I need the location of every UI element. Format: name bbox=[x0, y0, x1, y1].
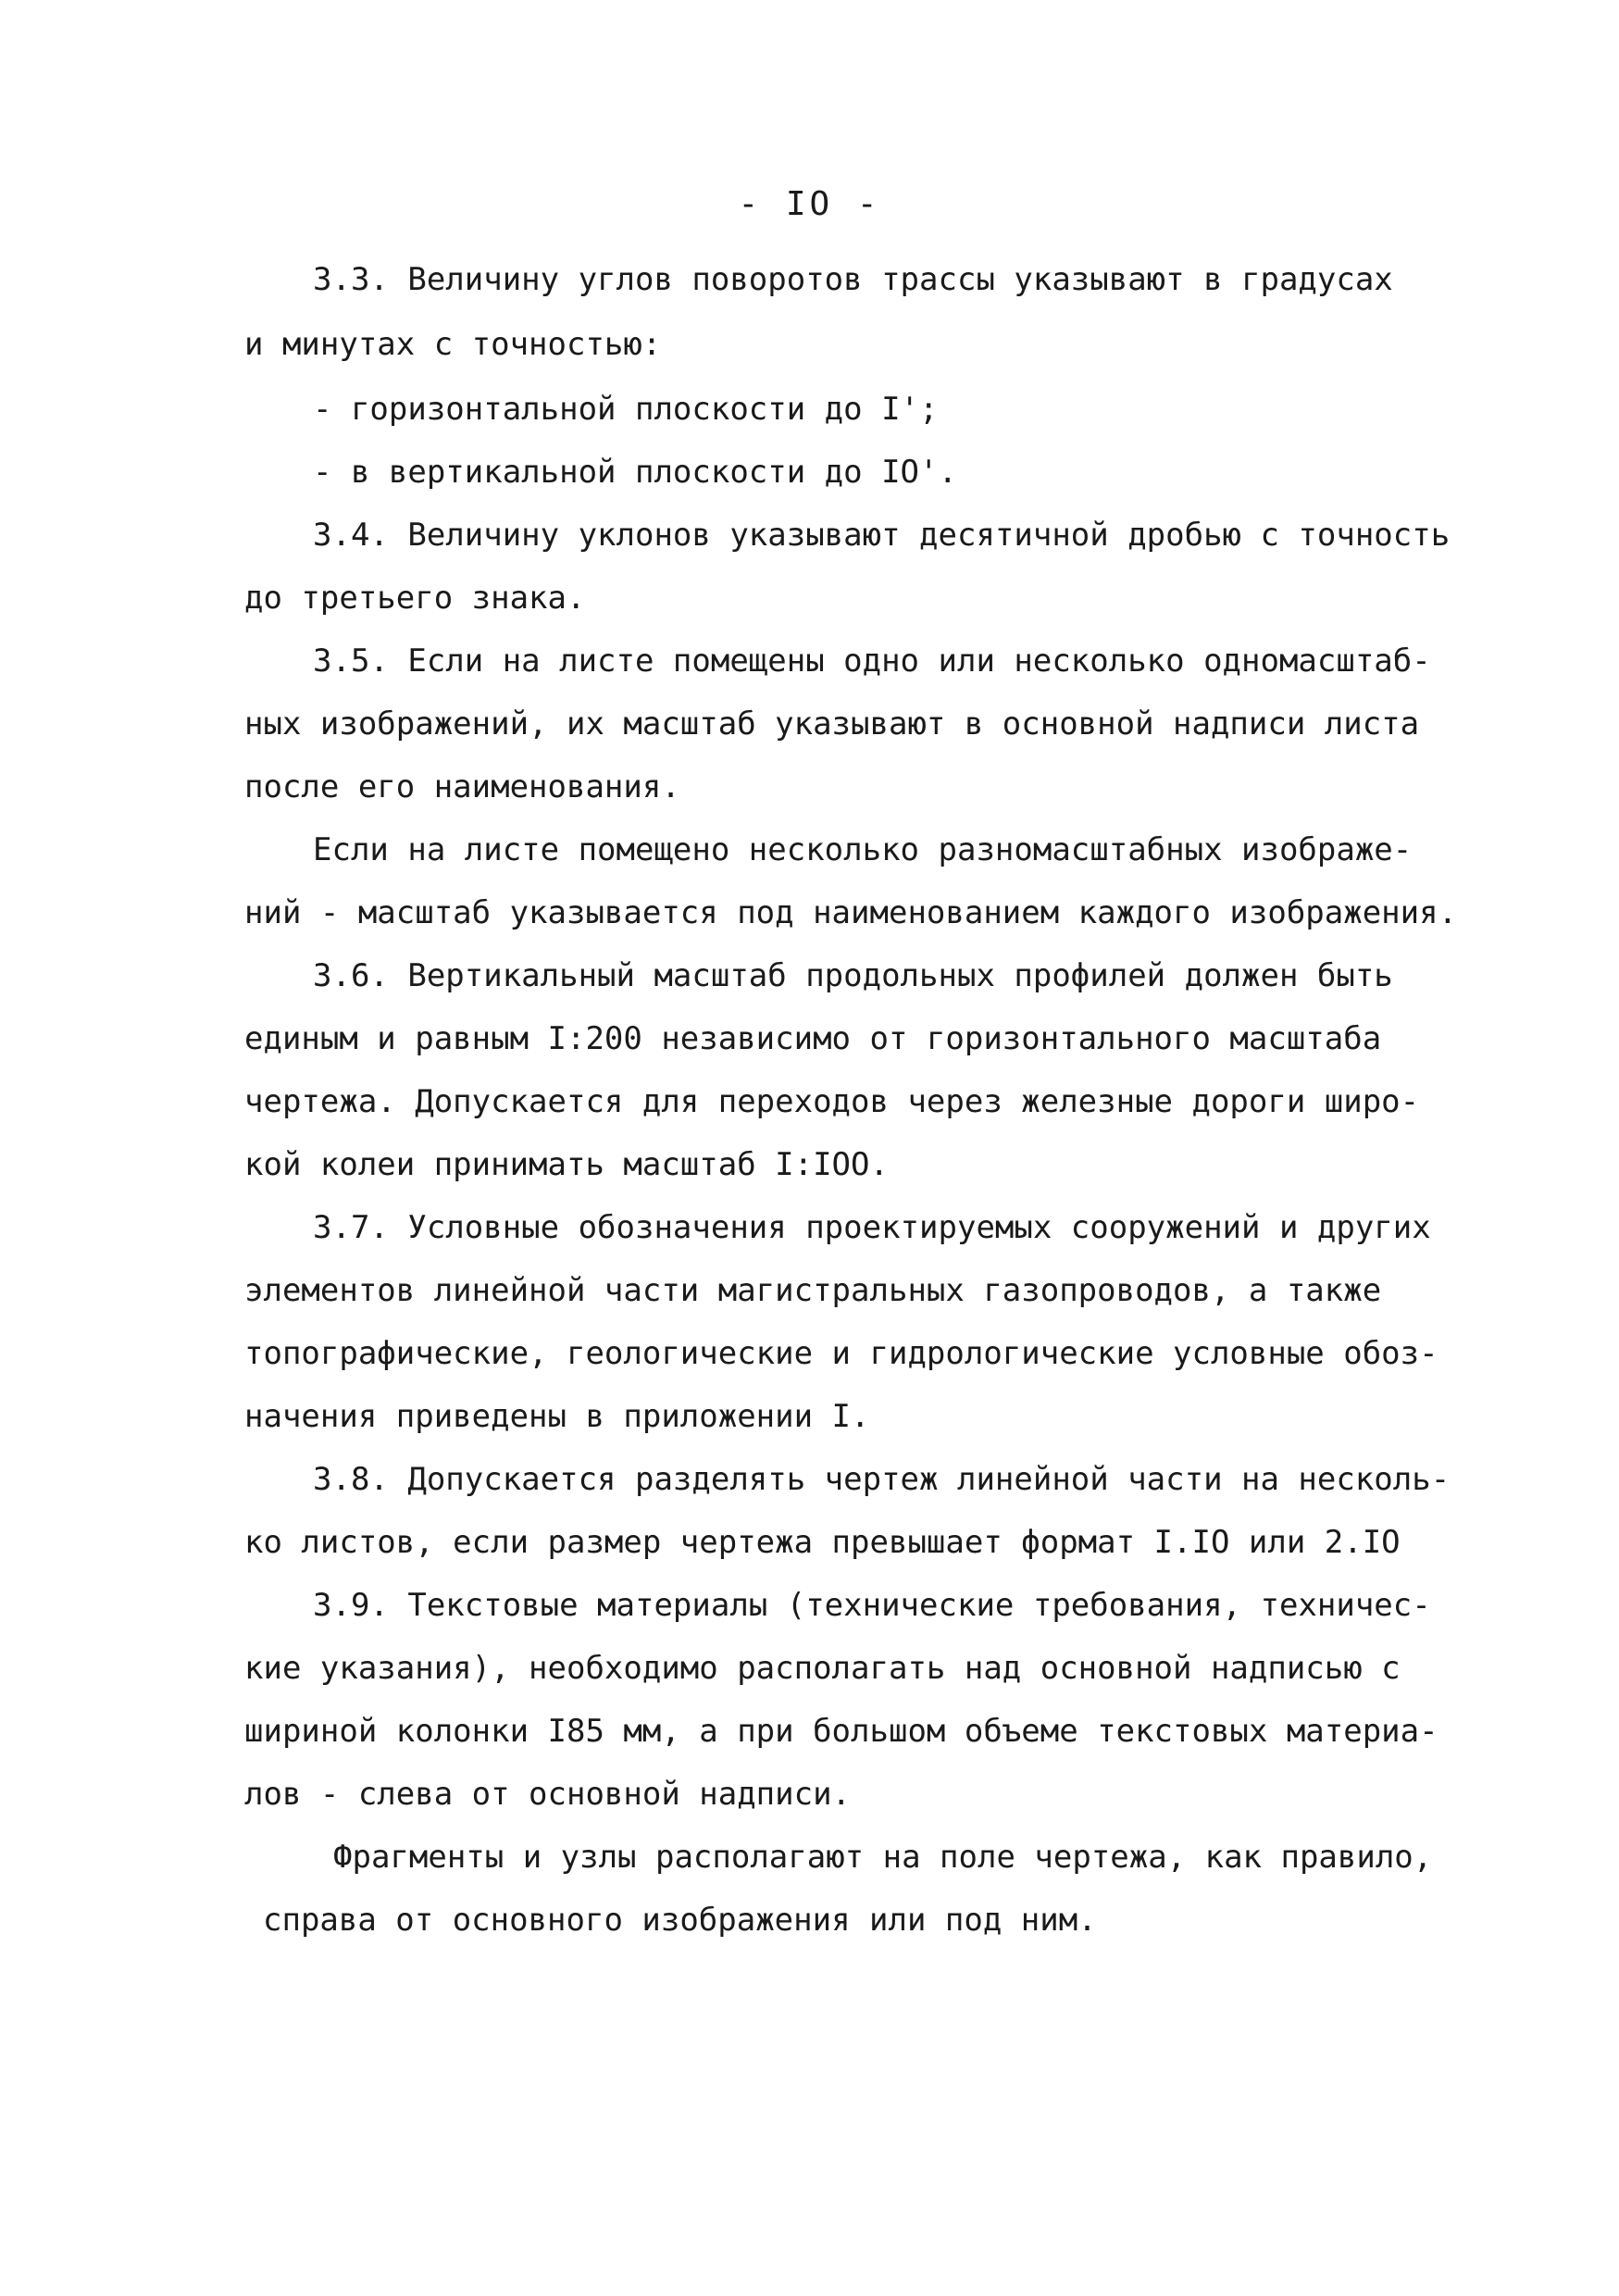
text-line: ных изображений, их масштаб указывают в основной надписи листа bbox=[244, 705, 1420, 742]
text-line: 3.7. Условные обозначения проектируемых сооружений и других bbox=[313, 1209, 1431, 1246]
text-line: и минутах с точностью: bbox=[244, 326, 662, 363]
text-line: 3.5. Если на листе помещены одно или несколько одномасштаб- bbox=[313, 643, 1431, 680]
text-line: Если на листе помещено несколько разномасштабных изображе- bbox=[313, 831, 1413, 868]
text-line: шириной колонки I85 мм, а при большом объеме текстовых материа- bbox=[244, 1713, 1438, 1750]
text-line: 3.6. Вертикальный масштаб продольных профилей должен быть bbox=[313, 957, 1393, 994]
text-line: начения приведены в приложении I. bbox=[244, 1398, 870, 1435]
text-line: чертежа. Допускается для переходов через железные дороги широ- bbox=[244, 1083, 1420, 1120]
text-line: до третьего знака. bbox=[244, 580, 586, 617]
text-line: 3.8. Допускается разделять чертеж линейной части на несколь- bbox=[313, 1461, 1451, 1498]
text-line: кой колеи принимать масштаб I:IOO. bbox=[244, 1146, 889, 1183]
text-line: единым и равным I:200 независимо от горизонтального масштаба bbox=[244, 1020, 1382, 1057]
text-line: ний - масштаб указывается под наименованием каждого изображения. bbox=[244, 894, 1458, 931]
text-line: 3.4. Величину уклонов указывают десятичной дробью с точность bbox=[313, 517, 1451, 554]
page-number: - IO - bbox=[738, 185, 881, 223]
text-line: элементов линейной части магистральных газопроводов, а также bbox=[244, 1272, 1382, 1309]
text-line: Фрагменты и узлы располагают на поле чертежа, как правило, bbox=[333, 1839, 1433, 1876]
text-line: ко листов, если размер чертежа превышает формат I.IO или 2.IO bbox=[244, 1524, 1401, 1561]
text-line: - горизонтальной плоскости до I'; bbox=[313, 391, 939, 428]
text-line: справа от основного изображения или под ним. bbox=[263, 1902, 1097, 1939]
text-line: - в вертикальной плоскости до IO'. bbox=[313, 454, 957, 491]
text-line: после его наименования. bbox=[244, 768, 680, 805]
text-line: 3.3. Величину углов поворотов трассы указывают в градусах bbox=[313, 261, 1393, 298]
text-line: кие указания), необходимо располагать над основной надписью с bbox=[244, 1650, 1401, 1687]
text-line: топографические, геологические и гидрологические условные обоз- bbox=[244, 1335, 1438, 1372]
text-line: лов - слева от основной надписи. bbox=[244, 1776, 852, 1813]
text-line: 3.9. Текстовые материалы (технические требования, техничес- bbox=[313, 1587, 1431, 1624]
